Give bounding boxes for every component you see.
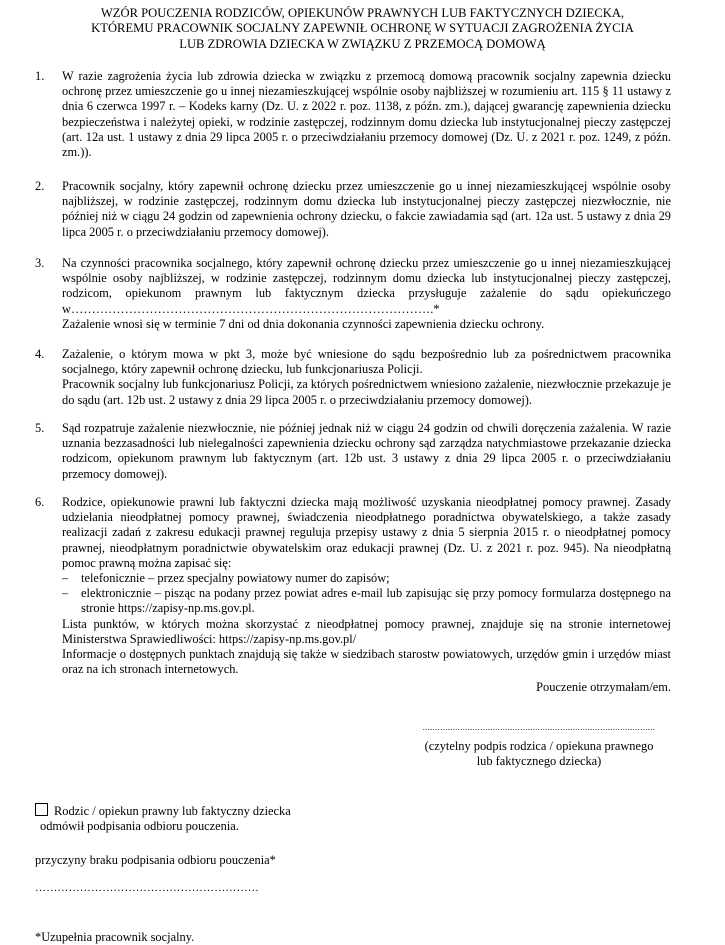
item-number: 6. (35, 495, 45, 509)
signature-line: ............................................................................................. (422, 723, 656, 732)
footnote: *Uzupełnia pracownik socjalny. (35, 930, 195, 944)
list-item-4 (35, 347, 671, 408)
item-text: W razie zagrożenia życia lub zdrowia dziecka w związku z przemocą domową pracownik socjalny zapewnia dziecku ochronę przez umieszczenie go u innej niezamieszkującej wspólnie osoby najbliższej w rozumieniu art. 115 § 11 ustawy z dnia 6 czerwca 1997 r. – Kodeks karny (Dz. U. z 2022 r. poz. 1138, z późn. zm.), dającej gwarancję zapewnienia dziecku bezpieczeństwa i należytej opieki, w rodzinie zastępczej, rodzinnym domu dziecka lub instytucjonalnej pieczy zastępczej (art. 12a ust. 1 ustawy z dnia 29 lipca 2005 r. o przeciwdziałaniu przemocy domowej (Dz. U. z 2021 r. poz. 1249, z późn. zm.)). (62, 69, 671, 160)
refusal-label-2: odmówił podpisania odbioru pouczenia. (40, 819, 239, 834)
item-number: 5. (35, 421, 45, 435)
list-item-6 (35, 495, 671, 696)
dash-bullet: – (62, 571, 69, 586)
item-text: Na czynności pracownika socjalnego, który zapewnił ochronę dziecku przez umieszczenie go u innej niezamieszkującej wspólnie osoby najbliższej, w rodzinie zastępczej, rodzinnym domu dziecka lub instytucjonalnej pieczy zastępczej, rodzicom, opiekunom prawnym lub faktycznym dziecka przysługuje zażalenie do sądu opiekuńczego w…………………………………………………………………………….* (62, 256, 671, 316)
document-title (40, 6, 685, 52)
title-line-3: LUB ZDROWIA DZIECKA W ZWIĄZKU Z PRZEMOCĄ DOMOWĄ (179, 36, 546, 51)
dash-bullet: – (62, 586, 69, 601)
reasons-line: …………………………………………………… (35, 882, 259, 894)
title-line-1: WZÓR POUCZENIA RODZICÓW, OPIEKUNÓW PRAWNYCH LUB FAKTYCZNYCH DZIECKA, (100, 6, 625, 20)
list-item-2 (35, 179, 671, 240)
refusal-checkbox[interactable] (35, 803, 48, 816)
bullet-text: elektronicznie – pisząc na podany przez powiat adres e-mail lub zapisując się przy pomocy formularza dostępnego na stronie https://zapisy-np.ms.gov.pl. (81, 586, 671, 616)
bullet-item-online (62, 586, 671, 616)
title-line-2: KTÓREMU PRACOWNIK SOCJALNY ZAPEWNIŁ OCHRONĘ W SYTUACJI ZAGROŻENIA ŻYCIA (91, 21, 634, 36)
signature-block (408, 723, 670, 769)
acknowledgement: Pouczenie otrzymałam/em. (536, 680, 671, 695)
signature-caption-1: (czytelny podpis rodzica / opiekuna prawnego (424, 739, 654, 753)
list-item-1 (35, 69, 671, 160)
list-item-5 (35, 421, 671, 482)
bullet-text: telefonicznie – przez specjalny powiatowy numer do zapisów; (81, 571, 390, 586)
signature-caption-2: lub faktycznego dziecka) (476, 754, 602, 769)
item-text-2: Lista punktów, w których można skorzystać z nieodpłatnej pomocy prawnej, znajduje się na stronie internetowej Ministerstwa Sprawiedliwości: https://zapisy-np.ms.gov.pl/ (62, 616, 671, 646)
item-number: 1. (35, 69, 45, 83)
item-number: 4. (35, 347, 45, 361)
item-text-2: Pracownik socjalny lub funkcjonariusz Policji, za których pośrednictwem wniesiono zażalenie, niezwłocznie przekazuje je do sądu (art. 12b ust. 2 ustawy z dnia 29 lipca 2005 r. o przeciwdziałaniu przemocy domowej). (62, 377, 671, 407)
item-number: 2. (35, 179, 45, 193)
refusal-block (35, 803, 291, 834)
item-text: Rodzice, opiekunowie prawni lub faktyczni dziecka mają możliwość uzyskania nieodpłatnej pomocy prawnej. Zasady udzielania nieodpłatnej pomocy prawnej, świadczenia nieodpłatnego poradnictwa obywatelskiego, a także zasady realizacji zadań z zakresu edukacji prawnej reguluja przepisy ustawy z dnia 5 sierpnia 2015 r. o nieodpłatnej pomocy prawnej, nieodpłatnym poradnictwie obywatelskim oraz edukacji prawnej (Dz. U. z 2021 r. poz. 945). Na nieodpłatną pomoc prawną można zapisać się: (62, 495, 671, 570)
item-text-2: Zażalenie wnosi się w terminie 7 dni od dnia dokonania czynności zapewnienia dziecku ochrony. (62, 316, 545, 331)
item-text: Sąd rozpatruje zażalenie niezwłocznie, nie później jednak niż w ciągu 24 godzin od chwili doręczenia zażalenia. W razie uznania bezzasadności lub nielegalności zapewnienia dziecku ochrony sąd zarządza natychmiastowe przekazanie dziecka rodzicom, opiekunom prawnym lub faktycznym (art. 12b ust. 3 ustawy z dnia 29 lipca 2005 r. o przeciwdziałaniu przemocy domowej). (62, 421, 671, 481)
item-text-3: Informacje o dostępnych punktach znajdują się także w siedzibach starostw powiatowych, urzędów gmin i urzędów miast oraz na ich stronach internetowych. (62, 647, 671, 677)
item-number: 3. (35, 256, 45, 270)
list-item-3 (35, 256, 671, 332)
bullet-item-phone (62, 571, 671, 586)
reasons-label: przyczyny braku podpisania odbioru pouczenia* (35, 853, 276, 867)
item-text: Pracownik socjalny, który zapewnił ochronę dziecku przez umieszczenie go u innej niezamieszkującej wspólnie osoby najbliższej, w rodzinie zastępczej, rodzinnym domu dziecka lub instytucjonalnej pieczy zastępczej niezwłocznie, nie później niż w ciągu 24 godzin od zapewnienia ochrony dziecku, o fakcie zawiadamia sąd (art. 12a ust. 5 ustawy z dnia 29 lipca 2005 r. o przeciwdziałaniu przemocy domowej). (62, 179, 671, 239)
item-text: Zażalenie, o którym mowa w pkt 3, może być wniesione do sądu bezpośrednio lub za pośrednictwem pracownika socjalnego, który zapewnił ochronę dziecku, lub funkcjonariusza Policji. (62, 347, 671, 377)
refusal-label-1: Rodzic / opiekun prawny lub faktyczny dziecka (54, 804, 291, 818)
